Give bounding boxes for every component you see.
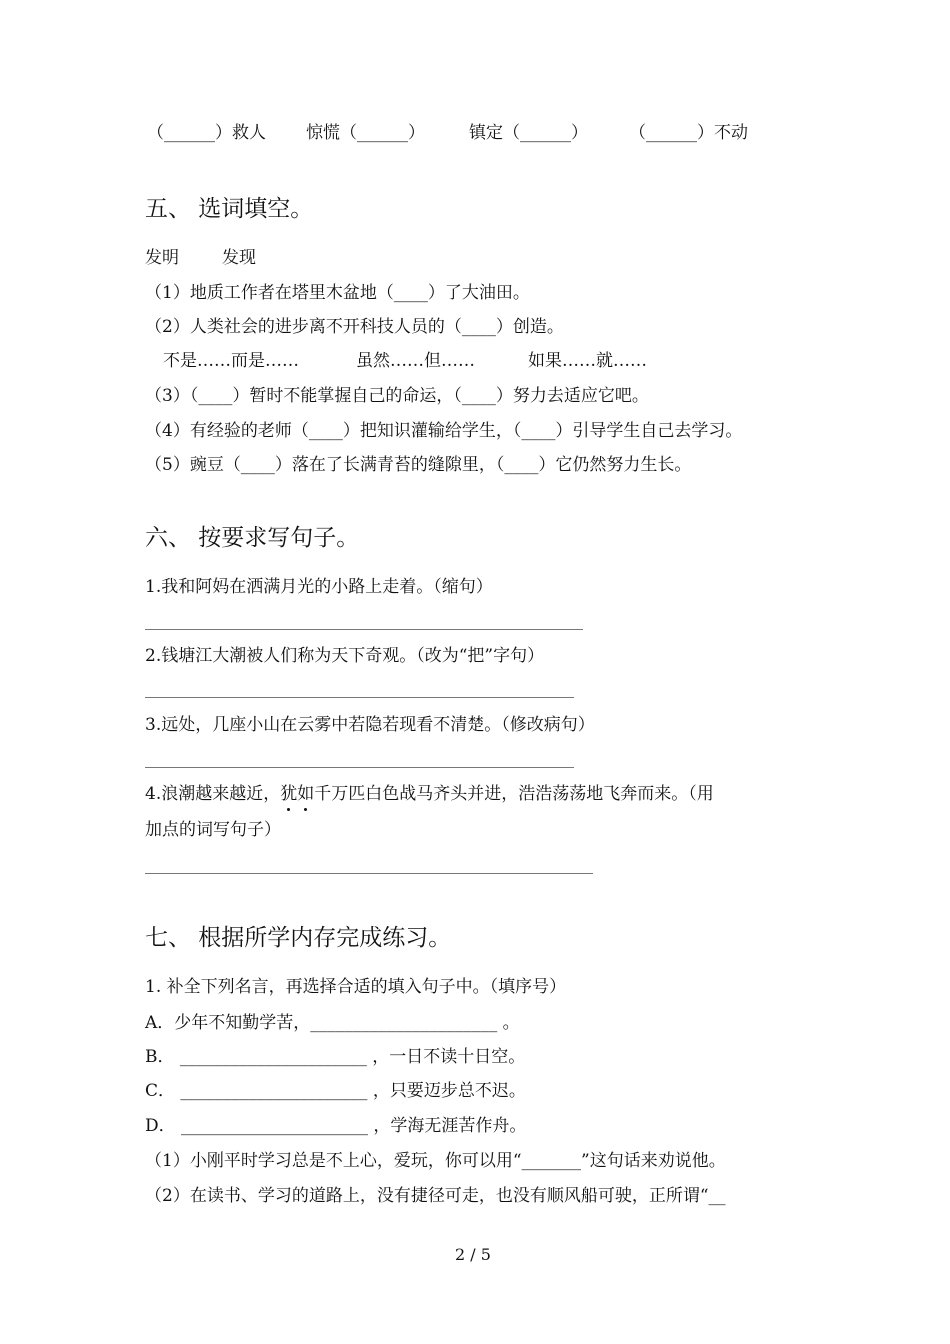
fill-question-5: （5）豌豆（____）落在了长满青苔的缝隙里，（____）它仍然努力生长。 xyxy=(145,455,692,475)
quote-b: B． ______________________ ，一日不读十日空。 xyxy=(145,1047,526,1067)
quote-application-2: （2）在读书、学习的道路上，没有捷径可走，也没有顺风船可驶，正所谓“__ xyxy=(145,1186,726,1206)
sentence-task-3: 3.远处，几座小山在云雾中若隐若现看不清楚。（修改病句） xyxy=(145,715,595,735)
section-5-title: 五、 选词填空。 xyxy=(145,196,314,222)
sentence-task-1: 1.我和阿妈在洒满月光的小路上走着。（缩句） xyxy=(145,577,493,597)
page-number: 2 / 5 xyxy=(455,1245,491,1264)
idiom-fill-3: 镇定（______） xyxy=(469,123,588,143)
section-6-title: 六、 按要求写句子。 xyxy=(145,525,360,551)
idiom-fill-1: （______）救人 xyxy=(147,123,266,143)
sentence-task-4-end: 千万匹白色战马齐头并进，浩浩荡荡地飞奔而来。（用 xyxy=(314,784,714,804)
word-choice-2c: 如果……就…… xyxy=(528,351,647,371)
fill-question-1: （1）地质工作者在塔里木盆地（____）了大油田。 xyxy=(145,283,530,303)
quote-c: C． ______________________ ，只要迈步总不迟。 xyxy=(145,1081,526,1101)
sentence-task-2: 2.钱塘江大潮被人们称为天下奇观。（改为“把”字句） xyxy=(145,646,545,666)
idiom-fill-4: （______）不动 xyxy=(629,123,748,143)
answer-line-2[interactable] xyxy=(145,697,574,698)
word-choice-2b: 虽然……但…… xyxy=(356,351,475,371)
word-choice-1b: 发现 xyxy=(222,248,256,268)
fill-question-4: （4）有经验的老师（____）把知识灌输给学生，（____）引导学生自己去学习。 xyxy=(145,421,743,441)
quote-intro: 1. 补全下列名言，再选择合适的填入句子中。（填序号） xyxy=(145,977,567,997)
sentence-task-4-start: 4.浪潮越来越近， xyxy=(145,784,281,804)
emphasis-char-1: 犹 xyxy=(280,784,298,804)
quote-a: A．少年不知勤学苦，______________________ 。 xyxy=(145,1013,520,1033)
idiom-fill-2: 惊慌（______） xyxy=(306,123,425,143)
answer-line-4[interactable] xyxy=(145,873,593,874)
fill-question-2: （2）人类社会的进步离不开科技人员的（____）创造。 xyxy=(145,317,564,337)
fill-question-3: （3）（____）暂时不能掌握自己的命运，（____）努力去适应它吧。 xyxy=(145,386,649,406)
quote-application-1: （1）小刚平时学习总是不上心，爱玩，你可以用“_______”这句话来劝说他。 xyxy=(145,1151,726,1171)
section-7-title: 七、 根据所学内存完成练习。 xyxy=(145,925,452,951)
sentence-task-4 xyxy=(145,783,714,805)
word-choice-2a: 不是……而是…… xyxy=(163,351,299,371)
emphasis-char-2: 如 xyxy=(297,784,315,804)
answer-line-1[interactable] xyxy=(145,629,583,630)
word-choice-1a: 发明 xyxy=(145,248,179,268)
sentence-task-4-cont: 加点的词写句子） xyxy=(145,820,281,840)
quote-d: D． ______________________ ，学海无涯苦作舟。 xyxy=(145,1116,527,1136)
answer-line-3[interactable] xyxy=(145,767,574,768)
